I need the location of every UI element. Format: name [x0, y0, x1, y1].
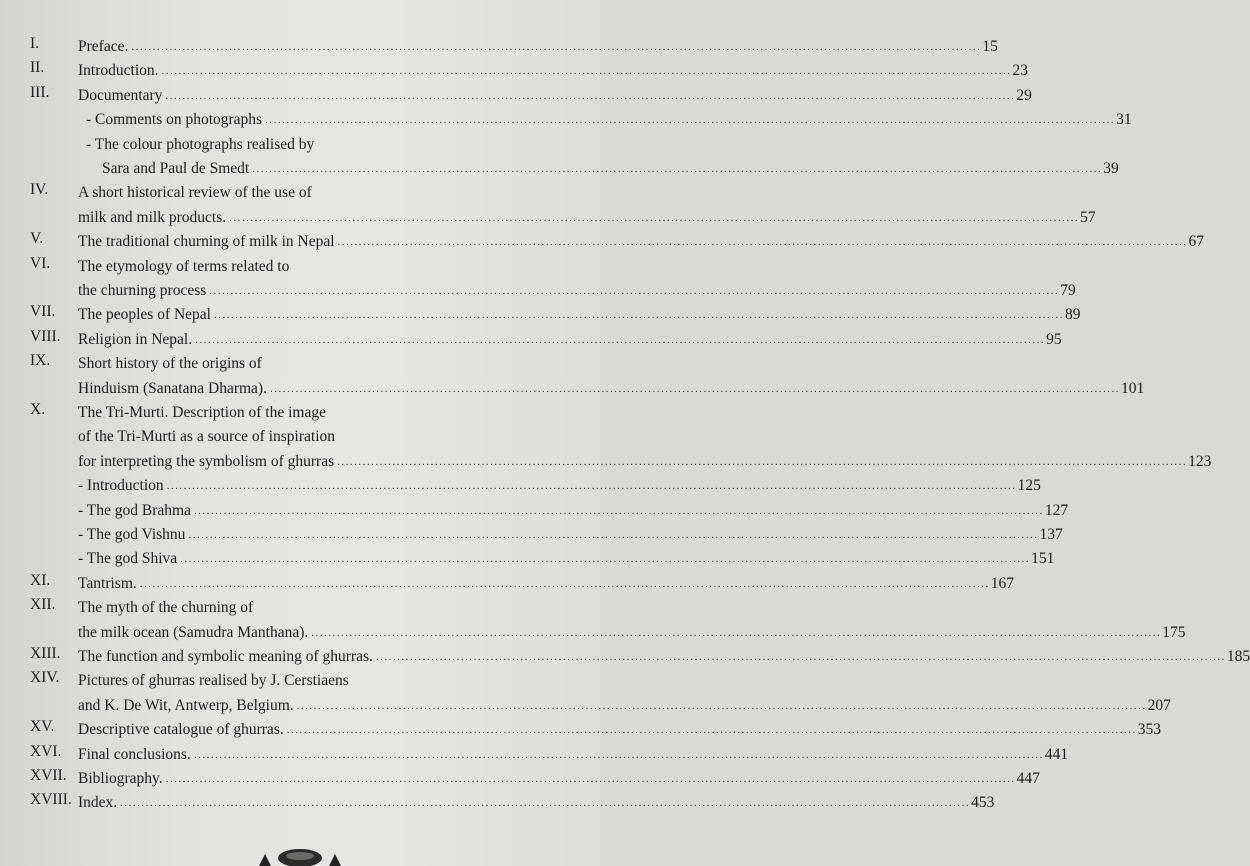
toc-page-number: 353: [1137, 721, 1161, 739]
toc-page-number: 207: [1147, 696, 1171, 714]
toc-line: [78, 520, 1063, 544]
toc-entry-number: V.: [30, 230, 44, 248]
toc-line-text: Religion in Nepal.: [78, 330, 193, 348]
toc-line: [78, 178, 315, 202]
dot-leader: ........................................................................................................................................................................................................: [252, 163, 1103, 175]
dot-leader: ........................................................................................................................................................................................................: [286, 724, 1137, 737]
toc-entry-number: II.: [30, 59, 45, 77]
toc-line-text: - The colour photographs realised by: [86, 135, 315, 153]
toc-line: [78, 447, 1212, 471]
toc-line-text: and K. De Wit, Antwerp, Belgium.: [78, 696, 294, 714]
dot-leader: ........................................................................................................................................................................................................: [193, 504, 1044, 517]
toc-line: [78, 349, 265, 373]
toc-line-text: The peoples of Nepal: [78, 306, 211, 324]
toc-line: [78, 203, 1096, 227]
dot-leader: ........................................................................................................................................................................................................: [375, 651, 1226, 663]
dot-leader: ........................................................................................................................................................................................................: [269, 382, 1120, 395]
publisher-logo-icon: [255, 846, 345, 866]
toc-entry-number: IX.: [30, 352, 51, 370]
toc-page-number: 151: [1031, 550, 1055, 568]
toc-line-text: Short history of the origins of: [78, 355, 262, 373]
dot-leader: ........................................................................................................................................................................................................: [229, 211, 1080, 224]
toc-page-number: 137: [1039, 526, 1063, 543]
toc-line: [78, 81, 1032, 105]
toc-page-number: 15: [982, 38, 998, 55]
toc-line-text: the churning process: [78, 282, 207, 299]
toc-entry-number: III.: [30, 83, 50, 101]
toc-entry-number: XIII.: [30, 645, 61, 662]
toc-entry-number: XVII.: [30, 767, 67, 784]
toc-entry-number: XIV.: [30, 669, 60, 687]
toc-line: [78, 788, 995, 812]
toc-line: [78, 422, 338, 446]
toc-line: [78, 325, 1062, 349]
toc-line: [78, 32, 998, 56]
toc-line: [78, 227, 1205, 251]
toc-line: [86, 105, 1132, 129]
toc-line: [78, 252, 292, 276]
toc-line-text: Preface.: [78, 38, 129, 55]
dot-leader: ........................................................................................................................................................................................................: [265, 114, 1116, 127]
dot-leader: ........................................................................................................................................................................................................: [195, 333, 1046, 346]
toc-page-number: 125: [1017, 477, 1041, 495]
toc-page-number: 95: [1046, 330, 1062, 348]
toc-line-text: The Tri-Murti. Description of the image: [78, 404, 326, 421]
toc-page-number: 23: [1012, 62, 1028, 80]
toc-line: [78, 618, 1186, 642]
toc-line: [78, 764, 1040, 788]
toc-page-number: 453: [971, 794, 995, 812]
toc-line: [86, 130, 317, 154]
toc-page-number: 101: [1120, 379, 1145, 397]
dot-leader: ........................................................................................................................................................................................................: [193, 748, 1044, 761]
toc-line-text: - Introduction: [78, 477, 164, 495]
toc-line: [78, 740, 1069, 764]
toc-line-text: the milk ocean (Samudra Manthana).: [78, 623, 309, 641]
toc-line: [78, 666, 352, 690]
toc-entry-number: XI.: [30, 571, 51, 589]
toc-line: [78, 642, 1250, 666]
toc-entry-number: X.: [30, 401, 46, 418]
toc-line: [78, 496, 1069, 520]
toc-entry-number: I.: [30, 35, 40, 52]
toc-page-number: 167: [990, 574, 1015, 592]
toc-line-text: Hinduism (Sanatana Dharma).: [78, 379, 267, 397]
toc-line: [78, 569, 1015, 593]
toc-line: [78, 691, 1171, 715]
toc-line: [78, 276, 1076, 300]
dot-leader: ........................................................................................................................................................................................................: [296, 699, 1147, 712]
toc-line-text: Sara and Paul de Smedt: [102, 160, 250, 177]
dot-leader: ........................................................................................................................................................................................................: [209, 285, 1060, 297]
toc-line: [78, 374, 1145, 398]
toc-line-text: - The god Brahma: [78, 501, 191, 519]
toc-line-text: Index.: [78, 794, 118, 812]
dot-leader: ........................................................................................................................................................................................................: [214, 309, 1064, 322]
toc-line-text: The traditional churning of milk in Nepal: [78, 233, 335, 251]
dot-leader: ........................................................................................................................................................................................................: [165, 773, 1016, 785]
toc-entry-number: VIII.: [30, 327, 61, 345]
dot-leader: ........................................................................................................................................................................................................: [166, 480, 1017, 493]
toc-line-text: Final conclusions.: [78, 745, 191, 763]
toc-page-number: 127: [1044, 501, 1069, 519]
dot-leader: ........................................................................................................................................................................................................: [337, 236, 1188, 249]
dot-leader: ........................................................................................................................................................................................................: [337, 455, 1188, 468]
toc-page-number: 89: [1065, 306, 1081, 324]
dot-leader: ........................................................................................................................................................................................................: [188, 529, 1039, 541]
toc-line-text: The myth of the churning of: [78, 599, 254, 617]
toc-page-number: 79: [1060, 282, 1076, 299]
toc-line-text: Bibliography.: [78, 770, 163, 787]
toc-line-text: for interpreting the symbolism of ghurras: [78, 452, 335, 470]
toc-page-number: 447: [1016, 770, 1040, 787]
dot-leader: ........................................................................................................................................................................................................: [161, 65, 1012, 78]
toc-line: [78, 398, 329, 422]
toc-line-text: A short historical review of the use of: [78, 184, 312, 202]
toc-entry-number: XV.: [30, 718, 55, 736]
toc-line: [78, 300, 1081, 324]
toc-line-text: - The god Vishnu: [78, 526, 186, 543]
toc-line-text: Descriptive catalogue of ghurras.: [78, 721, 284, 739]
toc-line-text: Tantrism.: [78, 574, 137, 592]
toc-line-text: - The god Shiva: [78, 550, 178, 568]
dot-leader: ........................................................................................................................................................................................................: [120, 797, 971, 810]
dot-leader: ........................................................................................................................................................................................................: [180, 553, 1031, 566]
toc-entry-number: IV.: [30, 181, 49, 199]
toc-line: [78, 593, 256, 617]
toc-page-number: 29: [1016, 86, 1032, 104]
toc-line: [102, 154, 1119, 178]
toc-page-number: 39: [1103, 160, 1119, 177]
toc-page-number: 123: [1188, 452, 1212, 470]
dot-leader: ........................................................................................................................................................................................................: [165, 89, 1016, 102]
toc-line-text: Documentary: [78, 86, 163, 104]
toc-page-number: 185: [1226, 648, 1250, 665]
toc-page-number: 441: [1044, 745, 1069, 763]
toc-line: [78, 56, 1028, 80]
dot-leader: ........................................................................................................................................................................................................: [131, 41, 982, 53]
dot-leader: ........................................................................................................................................................................................................: [311, 626, 1162, 639]
toc-line: [78, 715, 1161, 739]
toc-page-number: 57: [1080, 208, 1096, 226]
toc-page-number: 31: [1116, 111, 1132, 129]
toc-line-text: of the Tri-Murti as a source of inspiration: [78, 428, 336, 446]
toc-line-text: The function and symbolic meaning of ghurras.: [78, 648, 373, 665]
toc-page-number: 175: [1162, 623, 1186, 641]
toc-line-text: Pictures of ghurras realised by J. Cerstiaens: [78, 672, 349, 690]
toc-line-text: - Comments on photographs: [86, 111, 263, 129]
dot-leader: ........................................................................................................................................................................................................: [139, 577, 990, 590]
toc-entry-number: VI.: [30, 254, 51, 272]
toc-entry-number: XVI.: [30, 742, 62, 760]
toc-page-number: 67: [1188, 233, 1205, 251]
toc-line: [78, 544, 1055, 568]
toc-entry-number: XII.: [30, 596, 56, 614]
toc-line-text: milk and milk products.: [78, 208, 227, 226]
toc-line-text: The etymology of terms related to: [78, 257, 290, 275]
toc-entry-number: VII.: [30, 303, 56, 321]
toc-line-text: Introduction.: [78, 62, 159, 80]
toc-line: [78, 471, 1041, 495]
toc-entry-number: XVIII.: [30, 791, 72, 809]
